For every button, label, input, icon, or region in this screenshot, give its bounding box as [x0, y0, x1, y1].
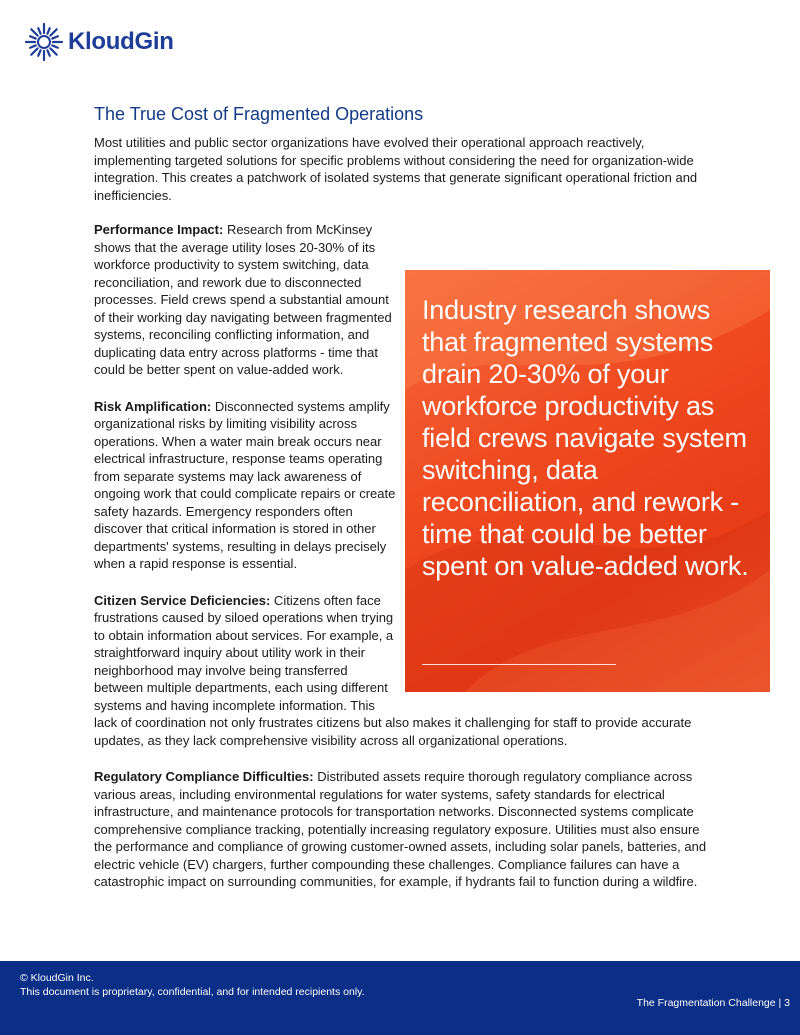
citizen-body: Citizens often face frustrations caused by siloed operations when trying to obtain information about services. For example, a straightforward inquiry about utility work in their neighborhood may involve being transferred between multiple departments, each using different systems and having incomplete information. This lack of coordination not only frustrates citizens but also makes it challenging for staff to provide accurate updates, as they lack comprehensive visibility across all organizational operations.: [94, 592, 692, 748]
footer-copy: [20, 971, 365, 999]
page-title: The True Cost of Fragmented Operations: [94, 104, 424, 125]
regulatory-body: Distributed assets require thorough regulatory compliance across various areas, including environmental regulations for water systems, safety standards for electrical infrastructure, and maintenance protocols for transportation networks. Disconnected systems complicate comprehensive compliance tracking, potentially increasing regulatory exposure. Utilities must also ensure the performance and compliance of growing customer-owned assets, including solar panels, batteries, and electric vehicle (EV) chargers, further compounding these challenges. Compliance failures can have a catastrophic impact on surrounding communities, for example, if hydrants fail to function during a wildfire.: [94, 769, 707, 889]
footer-notice: This document is proprietary, confidential, and for intended recipients only.: [20, 986, 365, 998]
callout-rule: [422, 664, 616, 665]
callout-quote: Industry research shows that fragmented systems drain 20-30% of your workforce productivity as field crews navigate system switching, data reconciliation, and rework - time that could be better spent on value-added work.: [422, 295, 749, 581]
risk-body: Disconnected systems amplify organizational risks by limiting visibility across operations. When a water main break occurs near electrical infrastructure, response teams operating from separate systems may lack awareness of ongoing work that could complicate repairs or create safety hazards. Emergency responders often discover that critical information is stored in other departments' systems, resulting in delays precisely when a rapid response is essential.: [94, 398, 396, 571]
kloudgin-burst-icon: [24, 22, 64, 62]
regulatory-paragraph: [94, 768, 708, 891]
citizen-heading: Citizen Service Deficiencies:: [94, 592, 271, 608]
risk-heading: Risk Amplification:: [94, 398, 212, 414]
footer: [0, 961, 800, 1035]
regulatory-heading: Regulatory Compliance Difficulties:: [94, 769, 314, 784]
callout-box: [405, 270, 770, 692]
footer-page-label: The Fragmentation Challenge | 3: [636, 997, 790, 1009]
footer-copyright: © KloudGin Inc.: [20, 972, 94, 984]
performance-body: Research from McKinsey shows that the average utility loses 20-30% of its workforce productivity to system switching, data reconciliation, and rework due to disconnected processes. Field crews spend a substantial amount of their working day navigating between fragmented systems, reconciling conflicting information, and duplicating data entry across platforms - time that could be better spent on value-added work.: [94, 222, 392, 377]
kloudgin-logo: [24, 22, 174, 62]
intro-paragraph: Most utilities and public sector organizations have evolved their operational approach reactively, implementing targeted solutions for specific problems without considering the need for organization-wide integration. This creates a patchwork of isolated systems that generate significant operational friction and inefficiencies.: [94, 135, 698, 203]
performance-heading: Performance Impact:: [94, 222, 224, 237]
brand-name: KloudGin: [68, 28, 174, 55]
